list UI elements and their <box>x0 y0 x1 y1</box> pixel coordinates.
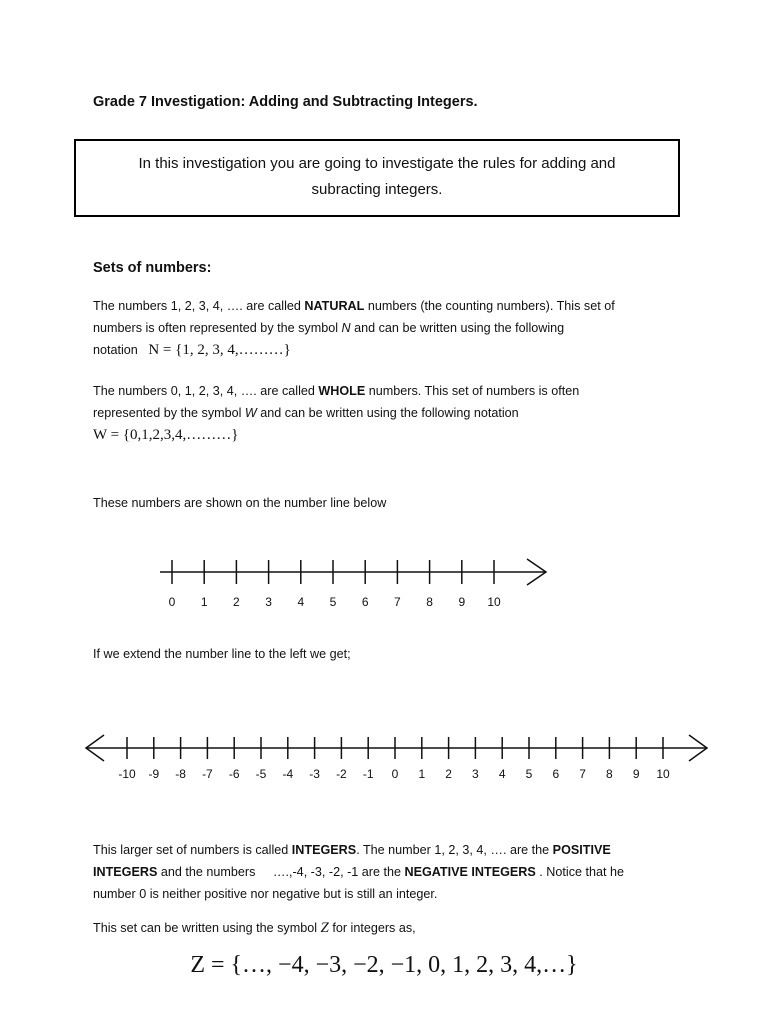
integers-bold: POSITIVE <box>552 843 611 857</box>
intro-line-2: subracting integers. <box>311 181 443 198</box>
natural-text: The numbers 1, 2, 3, 4, …. are called <box>93 299 305 313</box>
tick-label: 4 <box>498 767 506 781</box>
natural-text: numbers is often represented by the symbol <box>93 321 342 335</box>
whole-numbers-paragraph <box>93 380 683 446</box>
tick-label: 10 <box>487 595 501 609</box>
tick-label: -7 <box>202 767 213 781</box>
z-symbol: Z <box>320 920 329 936</box>
tick-label: 3 <box>265 595 272 609</box>
tick-label: 7 <box>579 767 586 781</box>
integers-text: . The number 1, 2, 3, 4, …. are the <box>356 843 553 857</box>
integers-paragraph <box>93 839 683 905</box>
z-intro-text: This set can be written using the symbol <box>93 921 321 935</box>
z-intro-text: for integers as, <box>328 921 416 935</box>
integers-bold: INTEGERS <box>291 843 357 857</box>
z-intro <box>93 917 683 939</box>
whole-text: numbers. This set of numbers is often <box>365 384 580 398</box>
tick-label: 1 <box>418 767 426 781</box>
integers-bold: INTEGERS <box>93 865 158 879</box>
section-heading: Sets of numbers: <box>93 260 212 276</box>
tick-label: 0 <box>168 595 176 609</box>
tick-label: 9 <box>632 767 640 781</box>
tick-label: -1 <box>362 767 374 781</box>
tick-label: -5 <box>255 767 267 781</box>
tick-label: 6 <box>361 595 369 609</box>
tick-label: -3 <box>309 767 320 781</box>
integers-bold: NEGATIVE INTEGERS <box>404 865 536 879</box>
tick-label: 9 <box>458 595 466 609</box>
tick-label: 6 <box>552 767 560 781</box>
tick-label: 5 <box>525 767 533 781</box>
natural-bold: NATURAL <box>304 299 365 313</box>
tick-label: 4 <box>297 595 305 609</box>
integers-text: This larger set of numbers is called <box>93 843 292 857</box>
intro-box <box>74 139 680 217</box>
integer-number-line <box>0 725 768 790</box>
tick-label: 10 <box>656 767 670 781</box>
tick-label: 1 <box>200 595 208 609</box>
tick-label: -8 <box>175 767 186 781</box>
natural-numbers-paragraph <box>93 295 683 361</box>
numberline-intro: These numbers are shown on the number line below <box>93 496 387 510</box>
integers-text: number 0 is neither positive nor negative but is still an integer. <box>93 887 438 901</box>
whole-text: represented by the symbol <box>93 406 245 420</box>
tick-label: 3 <box>472 767 479 781</box>
extend-text: If we extend the number line to the left we get; <box>93 647 351 661</box>
tick-label: 2 <box>445 767 452 781</box>
tick-label: 7 <box>394 595 401 609</box>
tick-label: 2 <box>233 595 240 609</box>
natural-text: and can be written using the following <box>350 321 565 335</box>
intro-line-1: In this investigation you are going to investigate the rules for adding and <box>138 155 616 172</box>
whole-number-line <box>0 550 768 620</box>
integers-text: . Notice that he <box>535 865 625 879</box>
tick-label: -4 <box>282 767 294 781</box>
integers-text: and the numbers ….,-4, -3, -2, -1 are the <box>157 865 405 879</box>
tick-label: 8 <box>426 595 433 609</box>
natural-symbol: N <box>341 321 351 335</box>
natural-notation: N = {1, 2, 3, 4,………} <box>148 342 291 358</box>
whole-text: and can be written using the following notation <box>256 406 519 420</box>
tick-label: -9 <box>148 767 160 781</box>
natural-text: numbers (the counting numbers). This set of <box>364 299 615 313</box>
tick-label: 8 <box>606 767 613 781</box>
whole-text: The numbers 0, 1, 2, 3, 4, …. are called <box>93 384 319 398</box>
whole-bold: WHOLE <box>318 384 366 398</box>
z-equation: Z = {…, −4, −3, −2, −1, 0, 1, 2, 3, 4,…} <box>190 952 578 978</box>
whole-symbol: W <box>244 406 257 420</box>
tick-label: 0 <box>391 767 399 781</box>
tick-label: -10 <box>118 767 136 781</box>
page-title: Grade 7 Investigation: Adding and Subtracting Integers. <box>93 94 478 110</box>
tick-label: -2 <box>336 767 347 781</box>
natural-text: notation <box>93 343 138 357</box>
tick-label: 5 <box>329 595 337 609</box>
whole-notation: W = {0,1,2,3,4,………} <box>93 427 239 443</box>
tick-label: -6 <box>228 767 240 781</box>
